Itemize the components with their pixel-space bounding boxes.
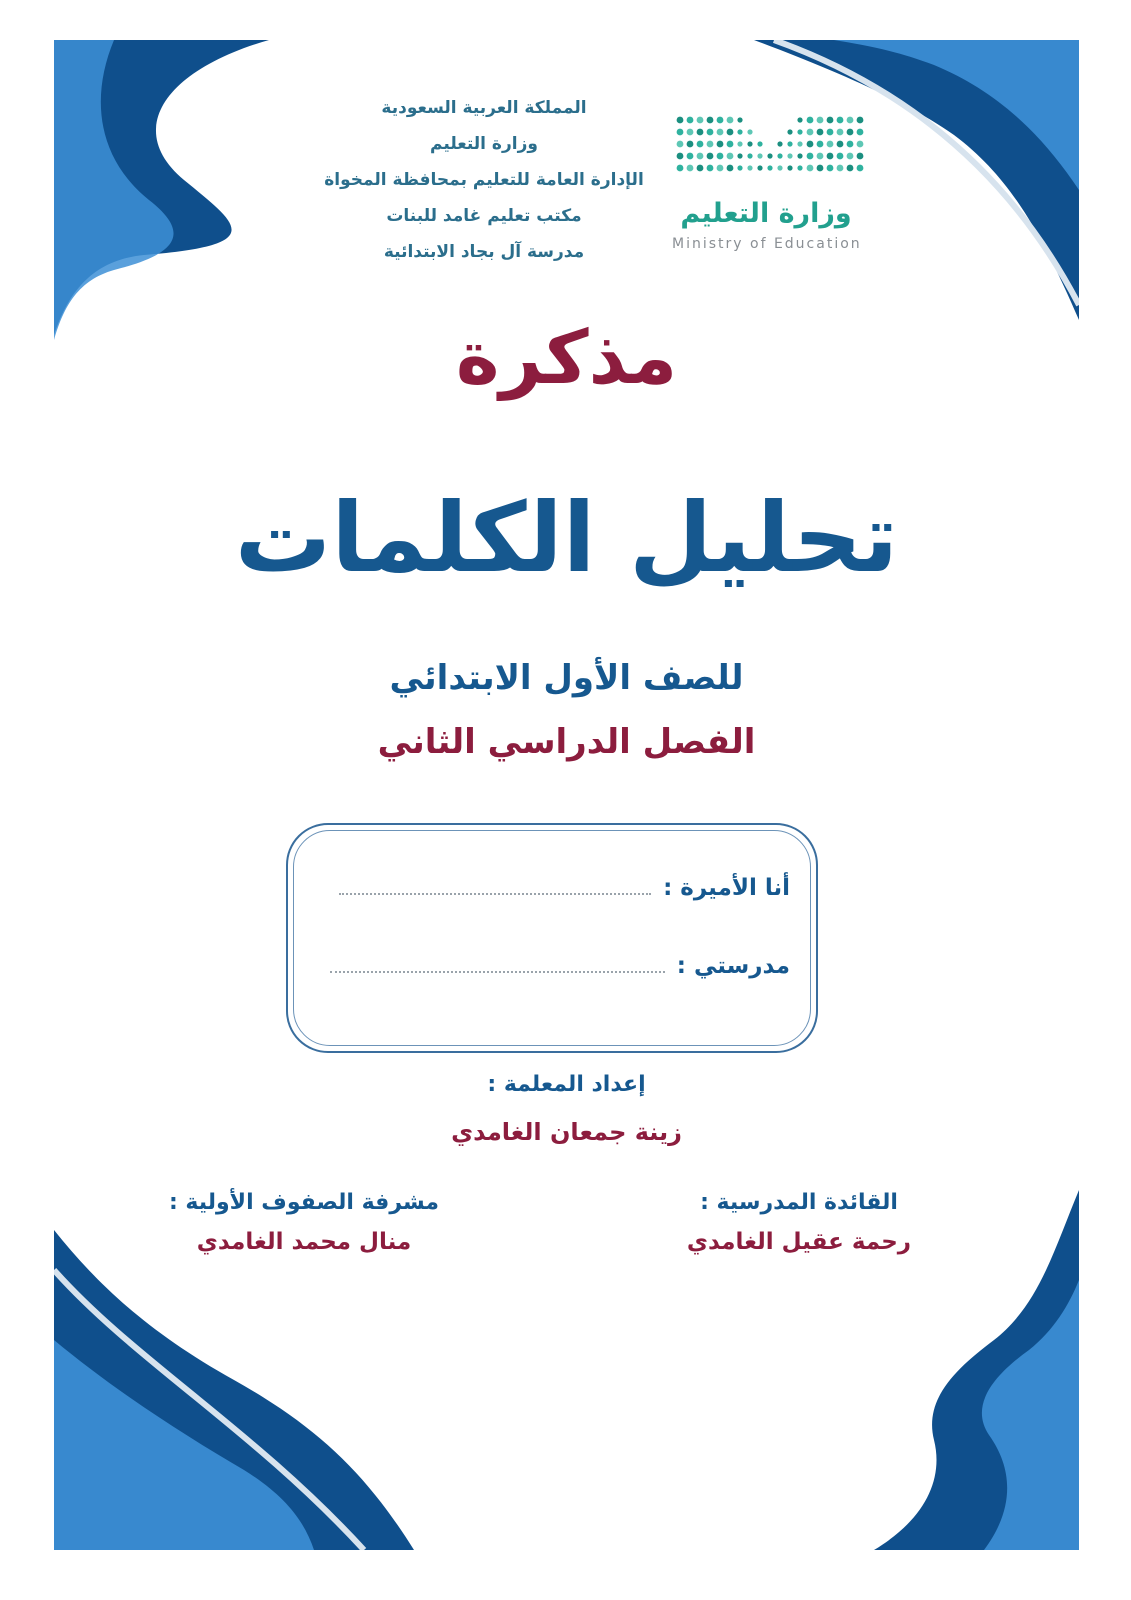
logo-dot <box>807 141 814 148</box>
logo-dot <box>807 129 814 136</box>
logo-dot <box>737 153 742 158</box>
logo-dot <box>837 165 844 172</box>
logo-dot <box>677 117 684 124</box>
header-line-office: مكتب تعليم غامد للبنات <box>386 206 582 226</box>
logo-dot <box>817 165 824 172</box>
student-name-line[interactable] <box>339 893 651 895</box>
logo-dot <box>847 165 854 172</box>
logo-dot <box>807 165 814 172</box>
logo-dot <box>787 165 792 170</box>
logo-dot <box>717 117 724 124</box>
logo-dot <box>757 165 762 170</box>
logo-dot <box>727 117 734 124</box>
logo-dot <box>727 141 734 148</box>
student-info-box-inner-border <box>293 830 811 1046</box>
logo-dot <box>687 141 694 148</box>
logo-english-text: Ministry of Education <box>672 236 862 252</box>
logo-dot <box>817 153 824 160</box>
logo-dot <box>827 129 834 136</box>
supervisor-signature <box>134 1190 474 1255</box>
supervisor-name: منال محمد الغامدي <box>196 1229 412 1255</box>
logo-dot <box>717 141 724 148</box>
logo-dot <box>737 141 742 146</box>
logo-dot <box>697 153 704 160</box>
grade-label: للصف الأول الابتدائي <box>389 658 744 698</box>
logo-dot <box>787 129 792 134</box>
logo-dot <box>827 165 834 172</box>
logo-dot <box>707 165 714 172</box>
supervisor-role: مشرفة الصفوف الأولية : <box>168 1190 440 1215</box>
preparer-label: إعداد المعلمة : <box>487 1072 646 1097</box>
logo-dot <box>857 117 864 124</box>
logo-dot <box>697 117 704 124</box>
header-line-country: المملكة العربية السعودية <box>381 98 587 118</box>
logo-dot <box>737 117 742 122</box>
logo-dot <box>767 165 772 170</box>
logo-dot <box>747 129 752 134</box>
logo-dot <box>697 165 704 172</box>
logo-dot <box>787 141 792 146</box>
logo-dot <box>817 141 824 148</box>
logo-dot <box>677 165 684 172</box>
cover-page <box>54 40 1079 1550</box>
logo-dot <box>837 117 844 124</box>
logo-dot <box>847 129 854 136</box>
logo-dot <box>757 153 762 158</box>
logo-dot <box>777 153 782 158</box>
logo-dot <box>797 153 802 158</box>
logo-dot <box>797 165 802 170</box>
logo-dot <box>817 117 824 124</box>
logo-dot <box>717 129 724 136</box>
logo-dot <box>727 165 734 172</box>
logo-dot <box>857 165 864 172</box>
logo-dot <box>697 129 704 136</box>
logo-dot <box>707 117 714 124</box>
logo-dot <box>677 129 684 136</box>
logo-dot <box>777 141 782 146</box>
logo-dot <box>707 129 714 136</box>
preparer-name: زينة جمعان الغامدي <box>451 1118 682 1146</box>
logo-dot <box>827 153 834 160</box>
logo-dot <box>677 141 684 148</box>
principal-role: القائدة المدرسية : <box>700 1190 898 1215</box>
ministry-logo-dots-icon <box>672 112 872 192</box>
logo-dot <box>817 129 824 136</box>
logo-dot <box>757 141 762 146</box>
logo-dot <box>787 153 792 158</box>
school-header <box>249 90 719 270</box>
logo-dot <box>687 117 694 124</box>
logo-dot <box>707 153 714 160</box>
student-name-label: أنا الأميرة : <box>663 875 790 901</box>
logo-dot <box>707 141 714 148</box>
page-title: مذكرة <box>455 315 678 401</box>
header-line-school: مدرسة آل بجاد الابتدائية <box>383 242 585 262</box>
logo-dot <box>687 165 694 172</box>
logo-dot <box>737 165 742 170</box>
ministry-logo <box>672 112 872 262</box>
student-info-box <box>286 823 818 1053</box>
logo-dot <box>717 165 724 172</box>
logo-dot <box>837 129 844 136</box>
logo-dot <box>807 117 814 124</box>
logo-dot <box>747 141 752 146</box>
logo-dot <box>677 153 684 160</box>
logo-dot <box>747 165 752 170</box>
principal-name: رحمة عقيل الغامدي <box>686 1229 912 1255</box>
school-name-label: مدرستي : <box>676 953 790 979</box>
logo-dot <box>747 153 752 158</box>
logo-dot <box>847 153 854 160</box>
student-name-field[interactable] <box>339 875 790 901</box>
logo-dot <box>857 153 864 160</box>
logo-dot <box>837 153 844 160</box>
logo-dot <box>797 117 802 122</box>
logo-dot <box>797 129 802 134</box>
logo-dot <box>857 141 864 148</box>
logo-dot <box>727 129 734 136</box>
logo-dot <box>837 141 844 148</box>
subject-title: تحليل الكلمات <box>234 482 899 594</box>
logo-dot <box>857 129 864 136</box>
logo-dot <box>687 129 694 136</box>
logo-dot <box>777 165 782 170</box>
logo-dot <box>697 141 704 148</box>
school-name-field[interactable] <box>330 953 790 979</box>
header-line-ministry: وزارة التعليم <box>430 134 538 154</box>
logo-dot <box>797 141 802 146</box>
principal-signature <box>629 1190 969 1255</box>
logo-dot <box>717 153 724 160</box>
logo-dot <box>827 117 834 124</box>
logo-dot <box>847 141 854 148</box>
logo-dot <box>847 117 854 124</box>
logo-dot <box>727 153 734 160</box>
logo-arabic-text: وزارة التعليم <box>680 198 852 229</box>
school-name-line[interactable] <box>330 971 665 973</box>
logo-dot <box>737 129 742 134</box>
logo-dot <box>767 153 772 158</box>
logo-dot <box>687 153 694 160</box>
logo-dot <box>807 153 814 160</box>
semester-label: الفصل الدراسي الثاني <box>377 722 756 762</box>
header-line-administration: الإدارة العامة للتعليم بمحافظة المخواة <box>324 170 644 190</box>
logo-dot <box>827 141 834 148</box>
